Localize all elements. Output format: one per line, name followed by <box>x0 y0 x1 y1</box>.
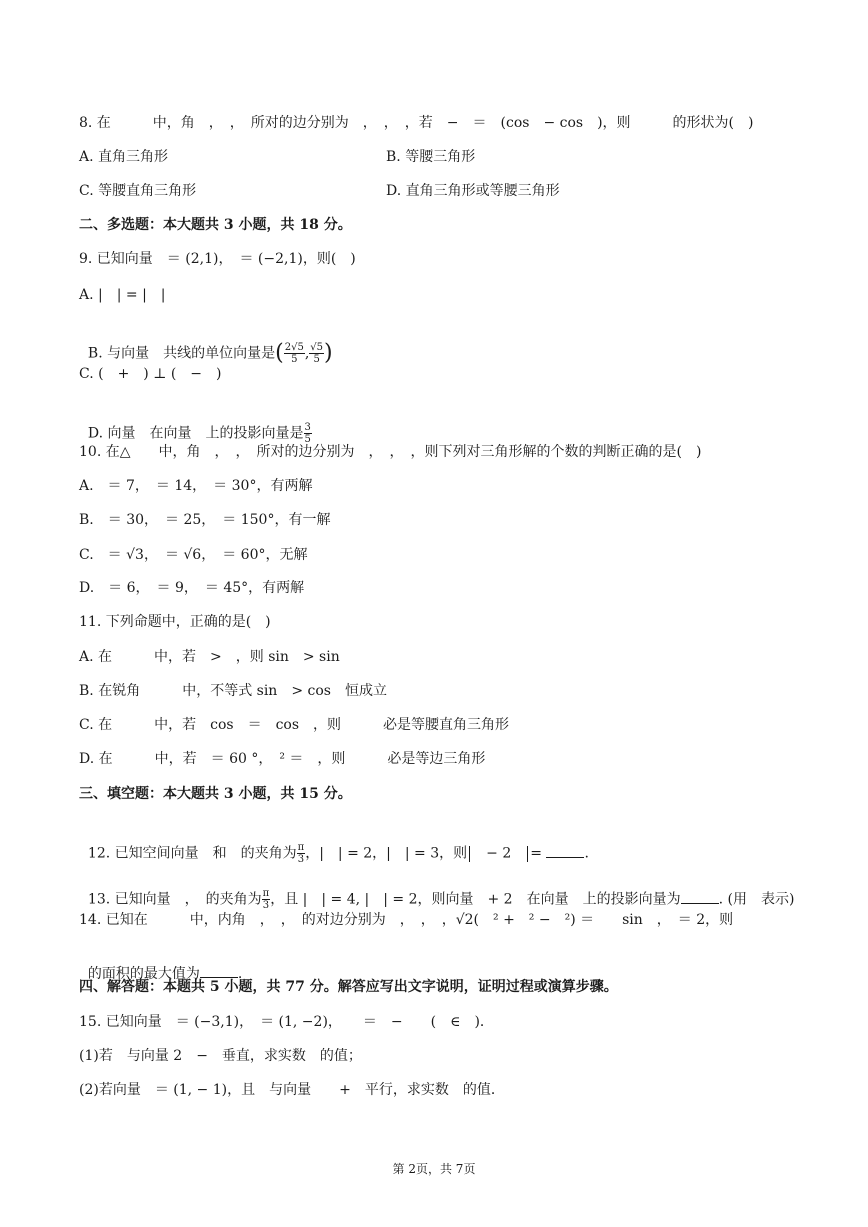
q15-stem: 15. 已知向量 ＝ (−3,1)， ＝ (1, −2)， ＝ − ( ∈ )． <box>79 1014 494 1030</box>
fraction-denominator: 5 <box>313 354 320 365</box>
q8-option-c: C. 等腰直角三角形 <box>79 183 197 199</box>
q12-end: . <box>584 845 589 862</box>
fraction-numerator: π <box>262 888 270 899</box>
q9-option-c: C. ( + ) ⊥ ( − ) <box>79 366 222 382</box>
section-4-heading: 四、解答题：本题共 5 小题，共 77 分。解答应写出文字说明，证明过程或演算步骤。 <box>79 979 618 995</box>
fraction-numerator: 3 <box>304 422 311 433</box>
q8-option-d: D. 直角三角形或等腰三角形 <box>386 183 560 199</box>
q10-option-d: D. ＝ 6， ＝ 9， ＝ 45°，有两解 <box>79 580 305 596</box>
q12-equals: = <box>530 845 542 862</box>
answer-blank <box>546 845 584 858</box>
q12-norm-inner: − 2 <box>472 845 526 862</box>
answer-blank <box>681 891 719 904</box>
q13 <box>79 868 794 911</box>
q13-end: . (用 表示) <box>718 891 795 908</box>
fraction-denominator: 5 <box>291 354 298 365</box>
fraction-denominator: 3 <box>297 854 305 865</box>
q10-stem: 10. 在△ 中，角 ， ， 所对的边分别为 ， ， ，则下列对三角形解的个数的判断正确的是( ) <box>79 444 702 460</box>
fraction-denominator: 3 <box>262 900 270 911</box>
fraction-numerator: 2√5 <box>284 342 304 353</box>
q9-stem: 9. 已知向量 ＝ (2,1)， ＝ (−2,1)，则( ) <box>79 251 356 267</box>
norm-bar <box>469 846 470 862</box>
fraction-numerator: π <box>297 842 305 853</box>
q10-option-a: A. ＝ 7， ＝ 14， ＝ 30°，有两解 <box>79 478 313 494</box>
q9-option-d <box>79 402 312 445</box>
norm-bar <box>527 846 528 862</box>
q8-option-b: B. 等腰三角形 <box>386 149 476 165</box>
q10-option-b: B. ＝ 30， ＝ 25， ＝ 150°，有一解 <box>79 512 331 528</box>
q15-part-2: (2)若向量 ＝ (1, − 1)，且 与向量 + 平行，求实数 的值． <box>79 1082 505 1098</box>
q9-option-d-text: D. 向量 在向量 上的投影向量是 <box>87 425 304 442</box>
q12-text: 12. 已知空间向量 和 的夹角为 <box>87 845 297 862</box>
fraction <box>309 342 324 365</box>
q12-text-mid: ，| | = 2，| | = 3，则 <box>305 845 468 862</box>
q14-line-1: 14. 已知在 中，内角 ， ， 的对边分别为 ， ， ，√2( ² + ² − ²) ＝ sin ， ＝ 2，则 <box>79 912 734 928</box>
page-footer: 第 2页，共 7页 <box>392 1162 476 1176</box>
q14-end: . <box>237 966 243 982</box>
q8-option-a: A. 直角三角形 <box>79 149 169 165</box>
q8-stem: 8. 在 中，角 ， ， 所对的边分别为 ， ， ，若 − ＝ (cos − cos )，则 的形状为( ) <box>79 115 754 131</box>
fraction <box>297 842 306 865</box>
right-paren: ) <box>324 340 333 366</box>
section-2-heading: 二、多选题：本大题共 3 小题，共 18 分。 <box>79 217 352 233</box>
q13-text-mid: ，且 | | = 4, | | = 2，则向量 + 2 在向量 上的投影向量为 <box>270 891 681 908</box>
fraction-numerator: √5 <box>310 342 323 353</box>
q9-option-b-text: B. 与向量 共线的单位向量是 <box>87 345 276 362</box>
fraction <box>262 888 271 911</box>
q13-text: 13. 已知向量 ， 的夹角为 <box>87 891 262 908</box>
fraction-denominator: 5 <box>304 434 311 445</box>
fraction <box>284 342 305 365</box>
q15-part-1: (1)若 与向量 2 − 垂直，求实数 的值； <box>79 1048 362 1064</box>
q11-stem: 11. 下列命题中，正确的是( ) <box>79 614 271 630</box>
q14-text: 的面积的最大值为 <box>87 966 200 982</box>
q11-option-c: C. 在 中，若 cos ＝ cos ，则 必是等腰直角三角形 <box>79 717 510 733</box>
q9-option-b: B. 与向量 共线的单位向量是( $\frac{2√5}{5}$ , $\frac{√5}{5}$ ) <box>87 340 333 366</box>
section-3-heading: 三、填空题：本大题共 3 小题，共 15 分。 <box>79 786 352 802</box>
q12 <box>79 822 589 865</box>
q11-option-d: D. 在 中，若 ＝ 60 °， ² ＝ ，则 必是等边三角形 <box>79 751 486 767</box>
left-paren: ( <box>275 340 284 366</box>
q10-option-c: C. ＝ √3， ＝ √6， ＝ 60°，无解 <box>79 547 308 563</box>
q11-option-a: A. 在 中，若 > ，则 sin > sin <box>79 649 340 665</box>
q9-option-a: A. | | = | | <box>79 287 166 303</box>
q11-option-b: B. 在锐角 中，不等式 sin > cos 恒成立 <box>79 683 387 699</box>
